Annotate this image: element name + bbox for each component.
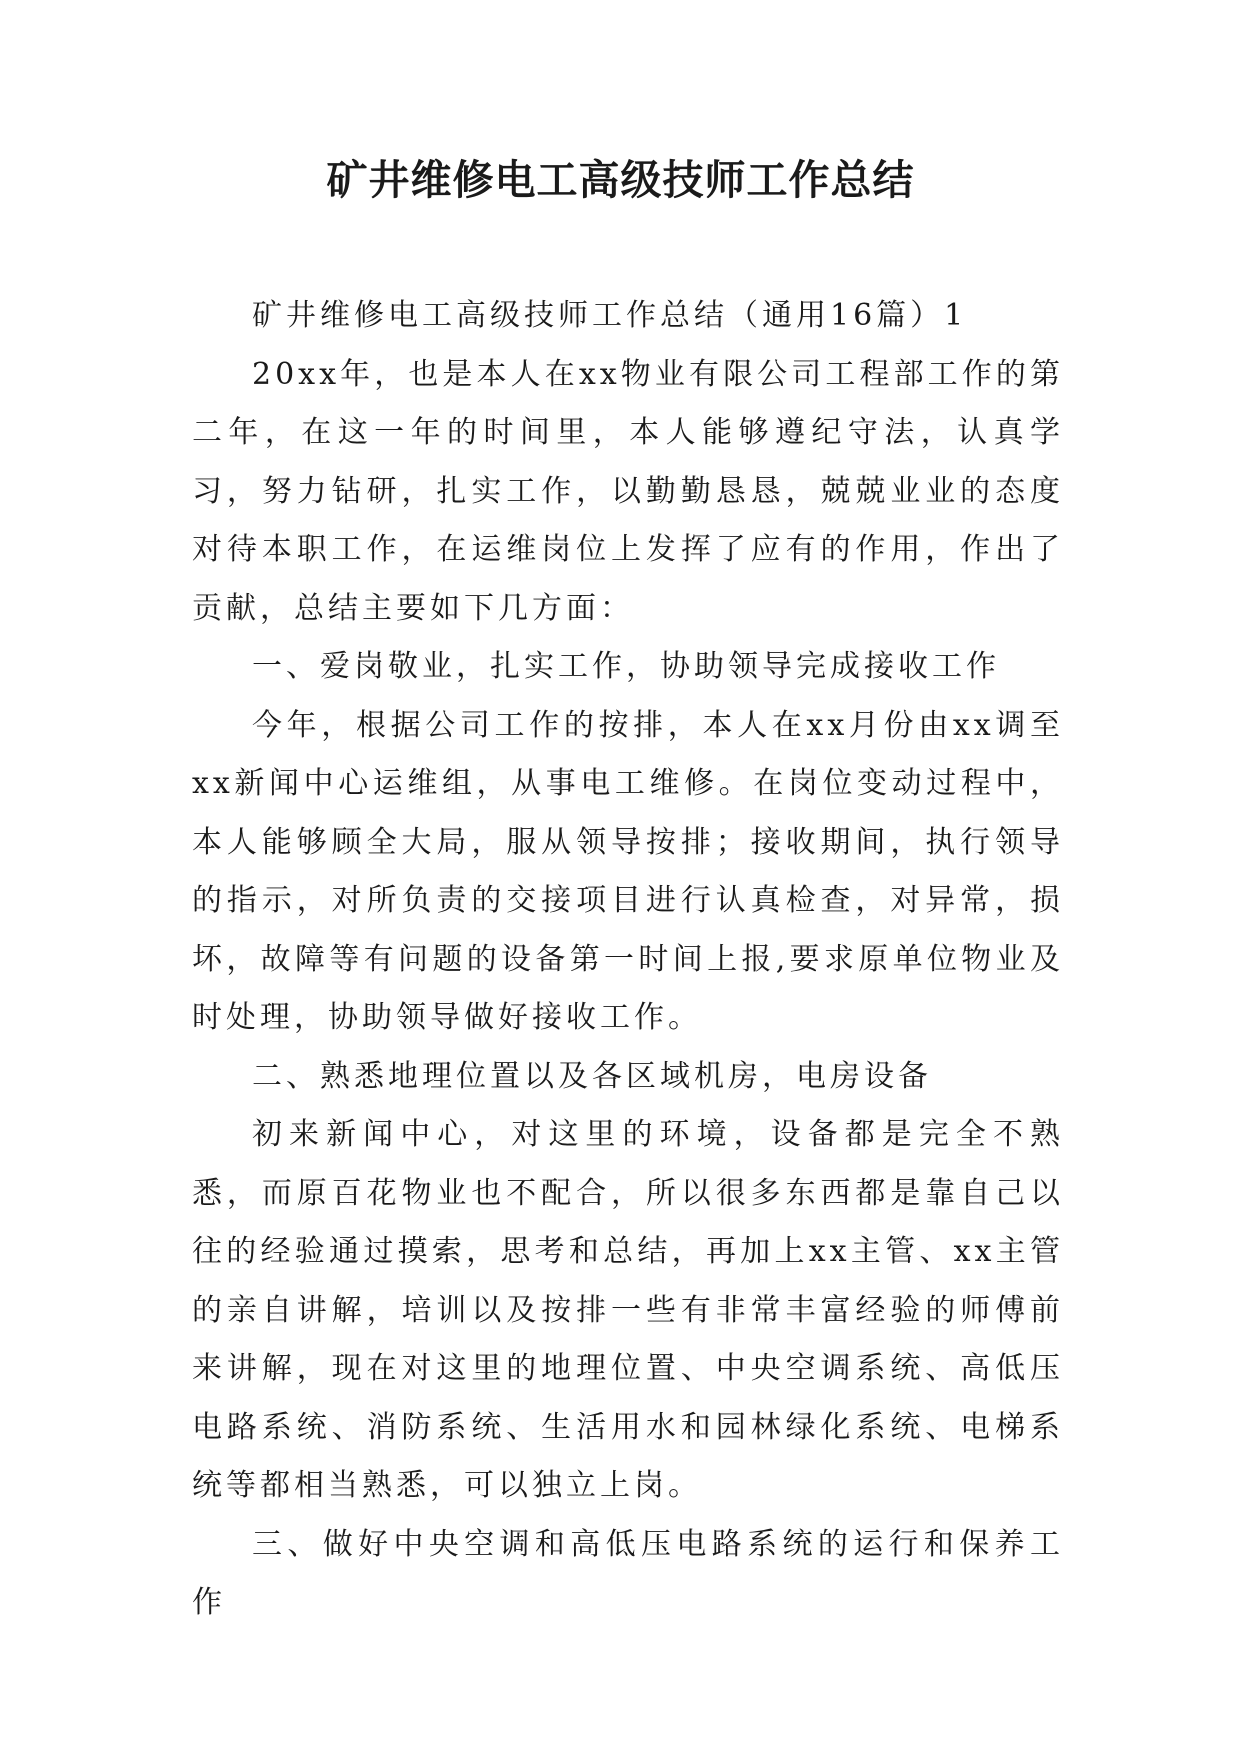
section-heading: 二、熟悉地理位置以及各区域机房，电房设备 bbox=[252, 1058, 932, 1094]
paragraph: 今年，根据公司工作的按排，本人在xx月份由xx调至xx新闻中心运维组，从事电工维修。在岗位变动过程中，本人能够顾全大局，服从领导按排；接收期间，执行领导的指示，对所负责的交接项目进行认真检查，对异常，损坏，故障等有问题的设备第一时间上报,要求原单位物业及时处理，协助领导做好接收工作。 bbox=[192, 707, 1064, 1035]
paragraph: 20xx年，也是本人在xx物业有限公司工程部工作的第二年，在这一年的时间里，本人能够遵纪守法，认真学习，努力钻研，扎实工作，以勤勤恳恳，兢兢业业的态度对待本职工作，在运维岗位上发挥了应有的作用，作出了贡献，总结主要如下几方面： bbox=[192, 356, 1064, 626]
paragraph-heading: 矿井维修电工高级技师工作总结（通用16篇）1 bbox=[252, 298, 968, 333]
document-title: 矿井维修电工高级技师工作总结 bbox=[326, 156, 915, 204]
document-body bbox=[192, 287, 1064, 1633]
paragraph: 初来新闻中心，对这里的环境，设备都是完全不熟悉，而原百花物业也不配合，所以很多东西都是靠自己以往的经验通过摸索，思考和总结，再加上xx主管、xx主管的亲自讲解，培训以及按排一些有非常丰富经验的师傅前来讲解，现在对这里的地理位置、中央空调系统、高低压电路系统、消防系统、生活用水和园林绿化系统、电梯系统等都相当熟悉，可以独立上岗。 bbox=[192, 1117, 1064, 1503]
section-heading: 三、做好中央空调和高低压电路系统的运行和保养工作 bbox=[192, 1526, 1064, 1620]
section-heading: 一、爱岗敬业，扎实工作，协助领导完成接收工作 bbox=[252, 649, 1000, 684]
